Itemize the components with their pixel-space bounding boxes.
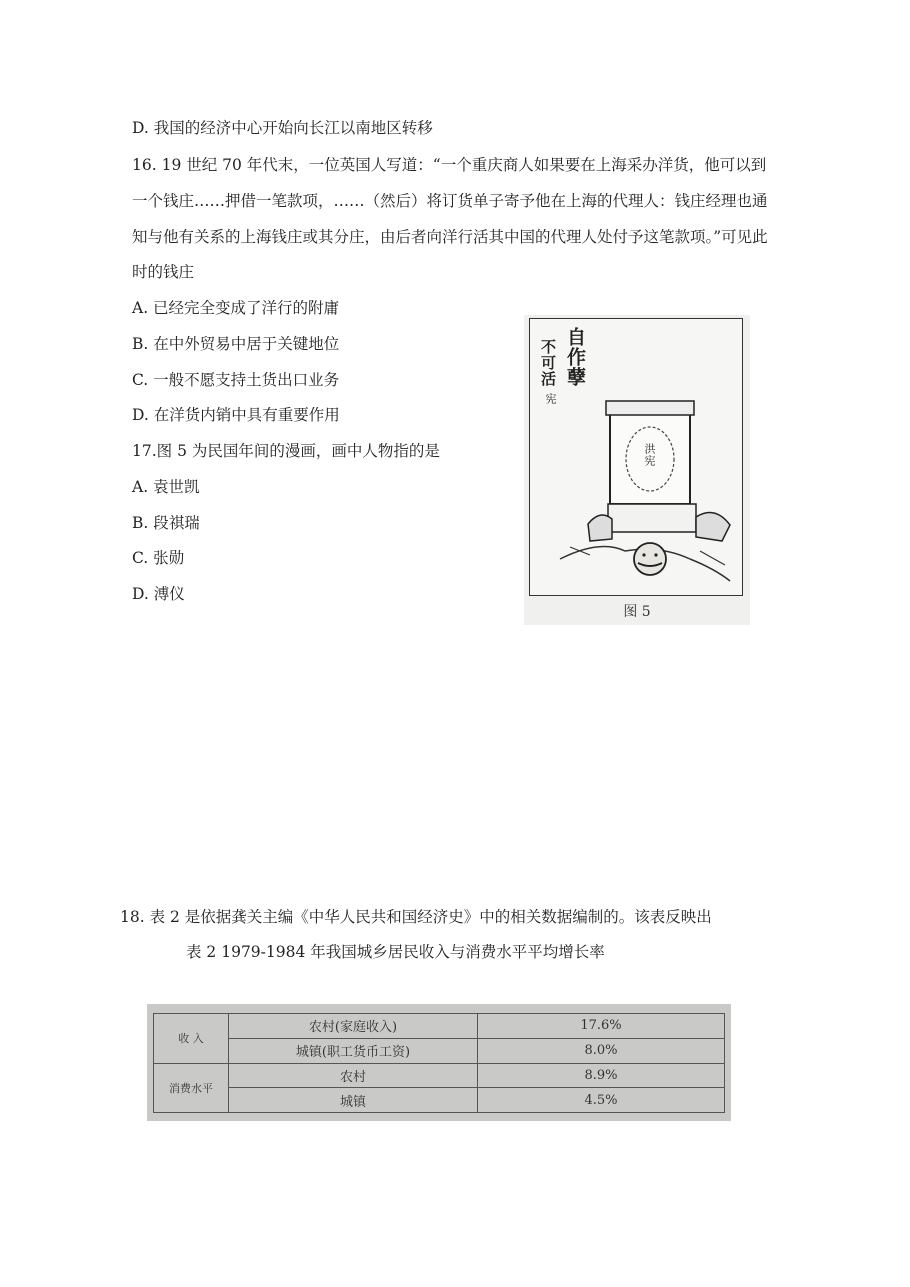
table-row bbox=[154, 1088, 725, 1113]
option-16-b: B. 在中外贸易中居于关键地位 bbox=[132, 335, 340, 353]
figure-5-cartoon bbox=[524, 315, 750, 625]
table-cell-value: 8.9% bbox=[478, 1063, 725, 1088]
option-17-b: B. 段祺瑞 bbox=[132, 514, 200, 532]
table-2-title: 表 2 1979-1984 年我国城乡居民收入与消费水平平均增长率 bbox=[186, 943, 605, 961]
table-row bbox=[154, 1063, 725, 1088]
question-16-line-2: 一个钱庄……押借一笔款项，……（然后）将订货单子寄予他在上海的代理人：钱庄经理也通 bbox=[132, 192, 768, 210]
option-17-d: D. 溥仪 bbox=[132, 585, 185, 603]
tombstone-drawing bbox=[530, 319, 742, 595]
table-cell-value: 17.6% bbox=[478, 1014, 725, 1039]
table-row bbox=[154, 1038, 725, 1063]
cartoon-seal: 宪 bbox=[544, 393, 557, 405]
table-cell-item: 农村 bbox=[229, 1063, 478, 1088]
table-cell-value: 4.5% bbox=[478, 1088, 725, 1113]
table-cell-item: 城镇 bbox=[229, 1088, 478, 1113]
table-cell-item: 城镇(职工货币工资) bbox=[229, 1038, 478, 1063]
question-17: 17.图 5 为民国年间的漫画，画中人物指的是 bbox=[132, 442, 440, 460]
table-group-label: 消费水平 bbox=[154, 1063, 229, 1113]
cartoon-frame bbox=[529, 318, 743, 596]
option-17-a: A. 袁世凯 bbox=[132, 478, 200, 496]
question-18: 18. 表 2 是依据龚关主编《中华人民共和国经济史》中的相关数据编制的。该表反映出 bbox=[120, 908, 712, 926]
cartoon-title-col2: 不可活 bbox=[539, 339, 557, 387]
table-row bbox=[154, 1014, 725, 1039]
question-16-line-4: 时的钱庄 bbox=[132, 263, 195, 281]
option-16-a: A. 已经完全变成了洋行的附庸 bbox=[132, 299, 340, 317]
question-16-line-1: 16. 19 世纪 70 年代末，一位英国人写道：“一个重庆商人如果要在上海采办洋货，他可以到 bbox=[132, 156, 767, 174]
table-cell-value: 8.0% bbox=[478, 1038, 725, 1063]
option-16-d: D. 在洋货内销中具有重要作用 bbox=[132, 406, 340, 424]
option-17-c: C. 张勋 bbox=[132, 549, 185, 567]
figure-5-caption: 图 5 bbox=[623, 604, 651, 620]
table-2 bbox=[147, 1004, 731, 1121]
table-2-grid bbox=[153, 1013, 725, 1113]
table-group-label: 收 入 bbox=[154, 1014, 229, 1064]
option-line: D. 我国的经济中心开始向长江以南地区转移 bbox=[132, 119, 433, 137]
question-16-line-3: 知与他有关系的上海钱庄或其分庄，由后者向洋行活其中国的代理人处付予这笔款项。”可见此 bbox=[132, 228, 768, 246]
cartoon-title-col1: 自作孽 bbox=[564, 327, 586, 387]
tablet-inscription: 洪宪 bbox=[643, 443, 656, 467]
option-16-c: C. 一般不愿支持土货出口业务 bbox=[132, 371, 340, 389]
table-cell-item: 农村(家庭收入) bbox=[229, 1014, 478, 1039]
